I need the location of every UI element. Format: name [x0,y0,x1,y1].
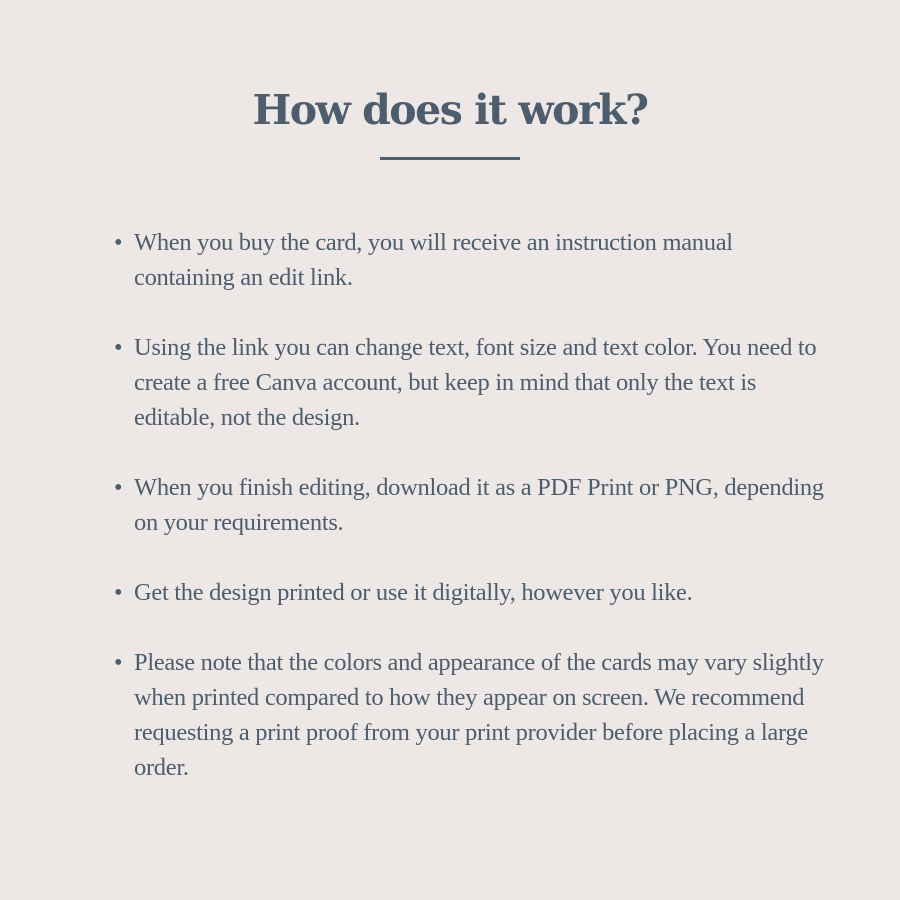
bullet-icon: • [114,474,123,501]
title-divider [380,157,520,160]
list-item [114,470,824,540]
bullet-icon: • [114,229,123,256]
list-item-text: Using the link you can change text, font size and text color. You need to create a free Canva account, but keep in mind that only the text is editable, not the design. [134,334,817,431]
list-item-text: When you buy the card, you will receive an instruction manual containing an edit link. [134,229,733,291]
bullet-icon: • [114,334,123,361]
bullet-icon: • [114,579,123,606]
list-item [114,330,824,435]
list-item [114,645,824,785]
bullet-icon: • [114,649,123,676]
list-item [114,575,824,610]
instruction-list [114,225,824,820]
page-title: How does it work? [252,86,648,134]
list-item [114,225,824,295]
list-item-text: Please note that the colors and appearance of the cards may vary slightly when printed compared to how they appear on screen. We recommend requesting a print proof from your print provider before placing a large order. [134,649,824,781]
list-item-text: When you finish editing, download it as a PDF Print or PNG, depending on your requirements. [134,474,824,536]
list-item-text: Get the design printed or use it digitally, however you like. [134,579,693,606]
